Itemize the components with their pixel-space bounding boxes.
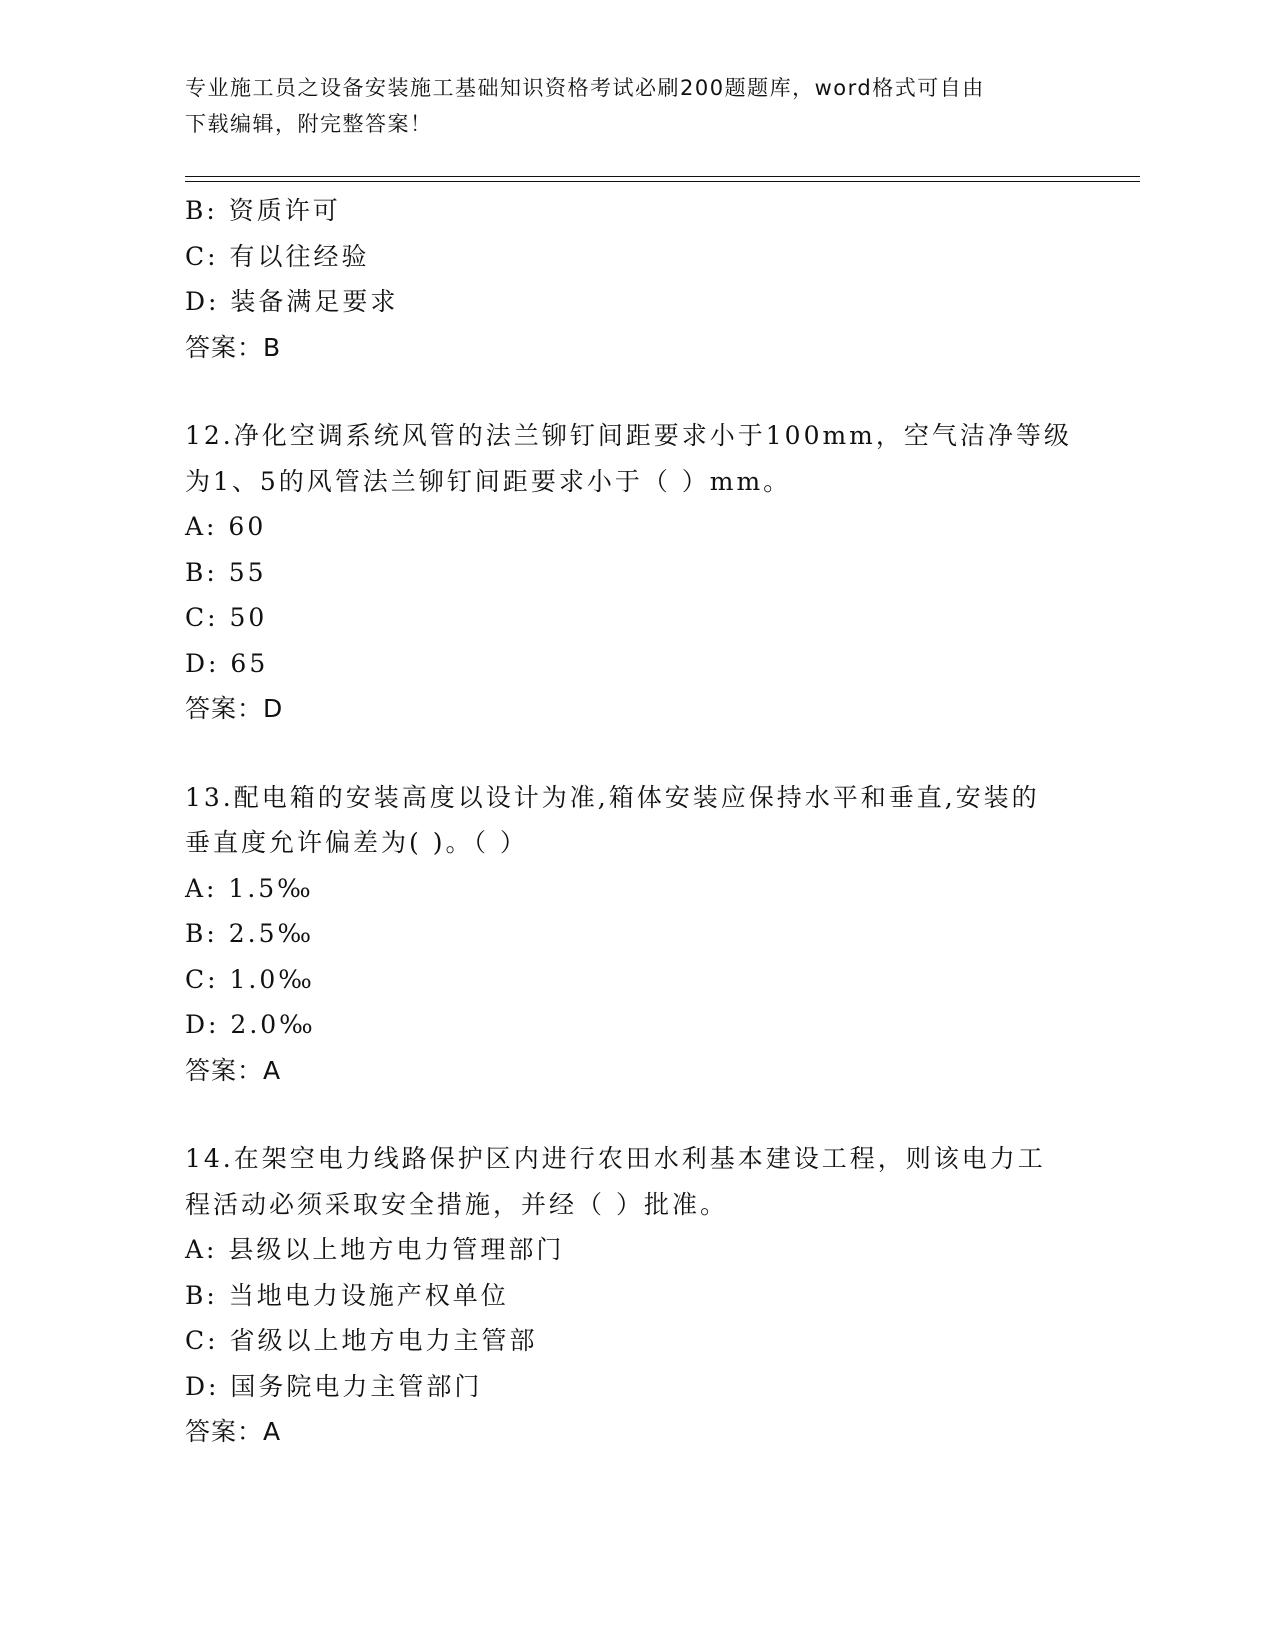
question-stem-line-1: 13.配电箱的安装高度以设计为准,箱体安装应保持水平和垂直,安装的: [185, 782, 1040, 812]
header-line-1: 专业施工员之设备安装施工基础知识资格考试必刷200题题库，word格式可自由: [185, 76, 985, 100]
question-spacer: [185, 370, 1085, 413]
option-c: C: 1.0‰: [185, 964, 315, 994]
option-b: B: 55: [185, 557, 267, 587]
header-divider-bottom: [185, 181, 1140, 182]
option-d: D: 65: [185, 648, 269, 678]
question-stem-line-2: 为1、5的风管法兰铆钉间距要求小于（ ）mm。: [185, 466, 792, 496]
header-divider-top: [185, 176, 1140, 177]
option-b: B: 当地电力设施产权单位: [185, 1280, 509, 1310]
question-block-11: [185, 188, 1085, 370]
header-line-2: 下载编辑，附完整答案！: [185, 112, 433, 136]
option-a: A: 县级以上地方电力管理部门: [185, 1235, 565, 1264]
option-b: B: 资质许可: [185, 196, 341, 225]
question-spacer: [185, 1093, 1085, 1136]
answer-line: 答案：B: [185, 332, 282, 362]
option-d: D: 国务院电力主管部门: [185, 1371, 483, 1401]
question-stem-line-2: 垂直度允许偏差为( )。（ ）: [185, 828, 528, 857]
answer-line: 答案：A: [185, 1055, 282, 1085]
answer-line: 答案：A: [185, 1417, 282, 1446]
question-list: [185, 188, 1085, 1455]
question-stem-line-1: 12.净化空调系统风管的法兰铆钉间距要求小于100mm，空气洁净等级: [185, 421, 1072, 450]
document-header: [185, 70, 1085, 142]
option-d: D: 2.0‰: [185, 1010, 316, 1039]
answer-line: 答案：D: [185, 694, 284, 723]
option-c: C: 有以往经验: [185, 241, 370, 271]
option-d: D: 装备满足要求: [185, 287, 399, 316]
question-stem-line-2: 程活动必须采取安全措施，并经（ ）批准。: [185, 1189, 728, 1219]
question-stem-line-1: 14.在架空电力线路保护区内进行农田水利基本建设工程，则该电力工: [185, 1144, 1046, 1173]
question-block-14: [185, 1136, 1085, 1455]
option-a: A: 1.5‰: [185, 873, 314, 903]
option-c: C: 省级以上地方电力主管部: [185, 1326, 538, 1355]
question-block-13: [185, 775, 1085, 1094]
question-block-12: [185, 413, 1085, 732]
option-c: C: 50: [185, 603, 268, 632]
option-a: A: 60: [185, 512, 267, 541]
option-b: B: 2.5‰: [185, 919, 315, 948]
question-spacer: [185, 732, 1085, 775]
